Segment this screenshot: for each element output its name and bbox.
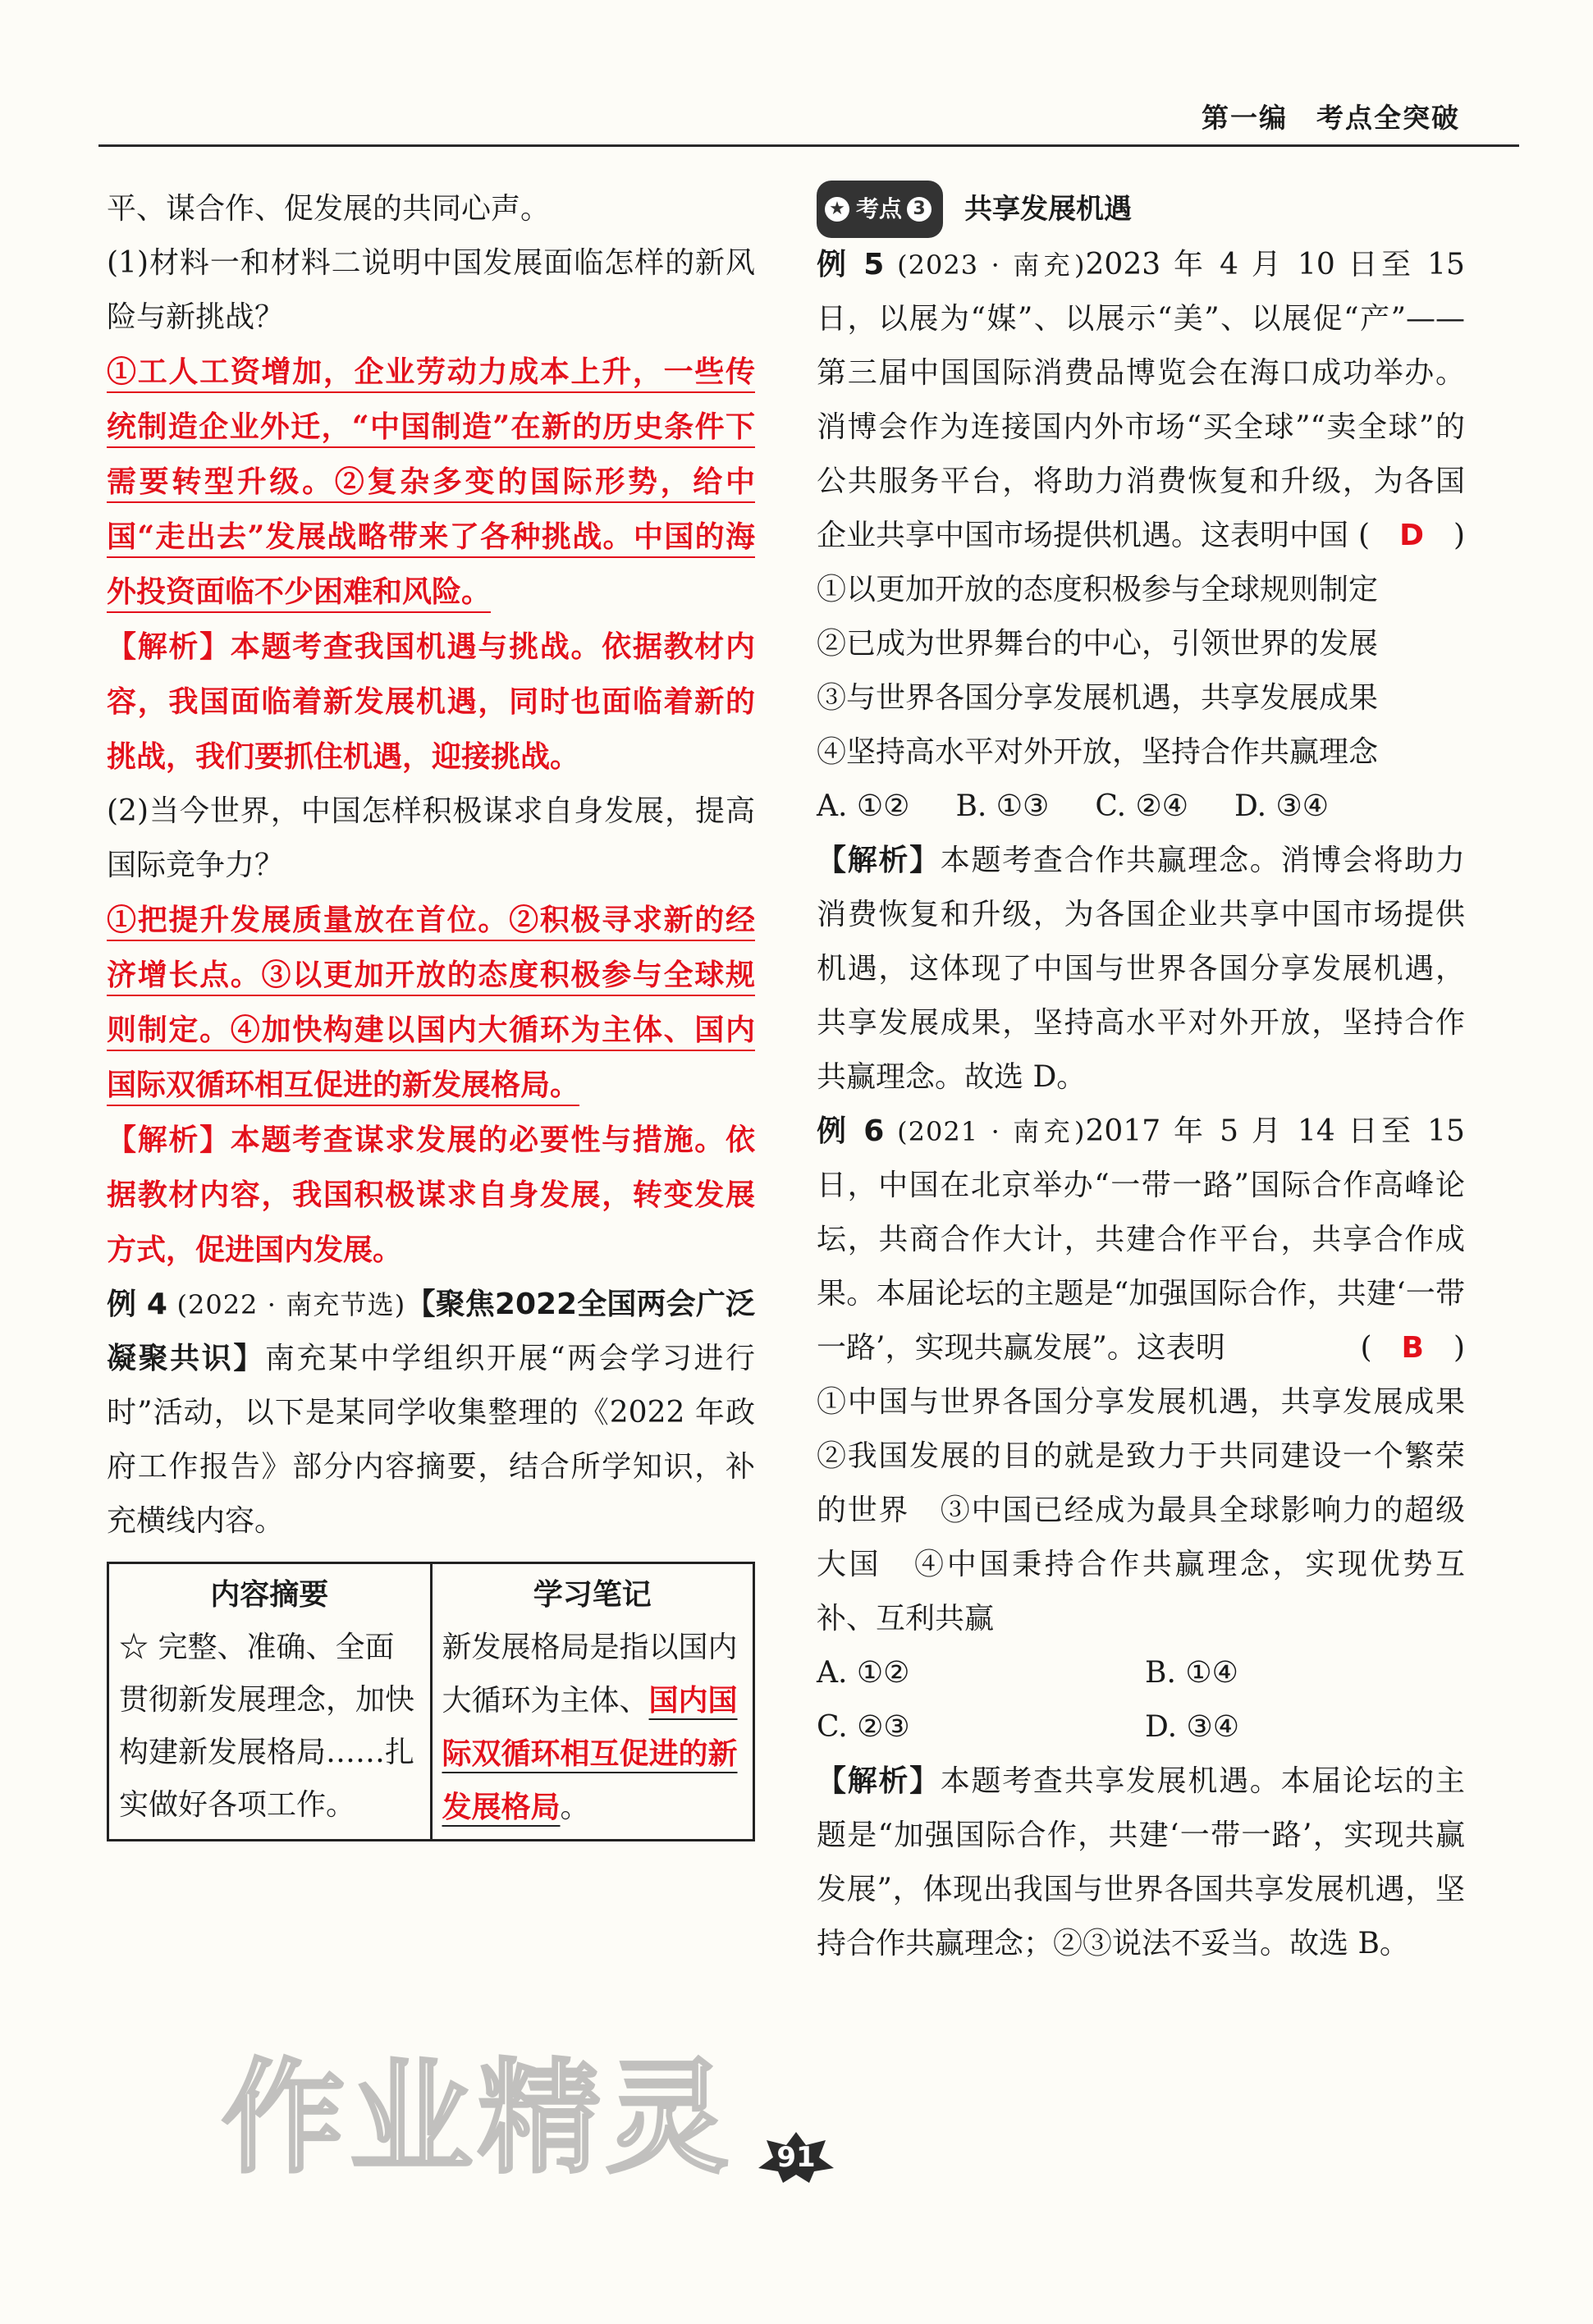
right-column [817, 182, 1495, 1971]
example-6-label: 例 6 [817, 1114, 885, 1148]
example-5-answer: D [1399, 519, 1424, 552]
example-5-item-3: ③与世界各国分享发展机遇，共享发展成果 [817, 681, 1379, 715]
page-number-text: 91 [776, 2141, 816, 2174]
example-4-label: 例 4 [107, 1288, 167, 1321]
example-5-item-1: ①以更加开放的态度积极参与全球规则制定 [817, 573, 1379, 606]
notes-cell [431, 1563, 754, 1841]
example-6-analysis-text: 本题考查共享发展机遇。本届论坛的主题是“加强国际合作，共建‘一带一路’，实现共赢发展”，体现出我国与世界各国共享发展机遇，坚持合作共赢理念；②③说法不妥当。故选 B。 [817, 1764, 1465, 1960]
option-d: D. ③④ [1145, 1710, 1240, 1744]
notes-pre: 新发展格局是指以国内大循环为主体、 [442, 1631, 738, 1718]
example-6 [817, 1105, 1465, 1375]
example-5-options [817, 780, 1465, 834]
notes-body [442, 1622, 744, 1834]
running-header: 第一编 考点全突破 [1202, 102, 1460, 134]
example-6-text: 2017 年 5 月 14 日至 15 日，中国在北京举办“一带一路”国际合作高峰论坛，共商合作大计，共建合作平台，共享合作成果。本届论坛的主题是“加强国际合作，共建‘一带一路’，实现共赢发展”。这表明 [817, 1114, 1465, 1365]
option-a: A. ①② [817, 1656, 910, 1690]
notes-fill: 国内国际双循环相互促进的新发展格局 [442, 1683, 738, 1824]
option-c: C. ②④ [1095, 789, 1189, 823]
left-column [107, 182, 755, 1841]
example-6-answer: B [1401, 1331, 1424, 1365]
example-5-analysis-text: 本题考查合作共赢理念。消博会将助力消费恢复和升级，为各国企业共享中国市场提供机遇，这体现了中国与世界各国分享发展机遇，共享发展成果，坚持高水平对外开放，坚持合作共赢理念。故选 D。 [817, 844, 1465, 1094]
header-rule [98, 144, 1519, 147]
analysis-label: 【解析】 [817, 1764, 941, 1798]
answer-paren: ( D ) [1358, 519, 1465, 552]
question-1: (1)材料一和材料二说明中国发展面临怎样的新风险与新挑战？ [107, 246, 755, 334]
analysis-1 [107, 620, 755, 785]
notes-post: 。 [560, 1791, 590, 1824]
page-number [755, 2130, 837, 2184]
analysis-label: 【解析】 [107, 629, 231, 664]
kp-number: 3 [907, 197, 932, 222]
example-4 [107, 1278, 755, 1549]
example-5-item-2: ②已成为世界舞台的中心，引领世界的发展 [817, 627, 1379, 661]
answer-paren: ( B ) [1360, 1331, 1465, 1365]
example-6-items: ①中国与世界各国分享发展机遇，共享发展成果 ②我国发展的目的就是致力于共同建设一个繁荣的世界 ③中国已经成为最具全球影响力的超级大国 ④中国秉持合作共赢理念，实现优势互补、互利共赢 [817, 1385, 1495, 1635]
example-4-text: 南充某中学组织开展“两会学习进行时”活动，以下是某同学收集整理的《2022 年政府工作报告》部分内容摘要，结合所学知识，补充横线内容。 [107, 1342, 755, 1538]
example-6-options [817, 1646, 1465, 1754]
option-b: B. ①④ [1145, 1656, 1238, 1690]
answer-1-text: ①工人工资增加，企业劳动力成本上升，一些传统制造企业外迁，“中国制造”在新的历史条件下需要转型升级。②复杂多变的国际形势，给中国“走出去”发展战略带来了各种挑战。中国的海外投资面临不少困难和风险。 [107, 355, 755, 609]
example-5 [817, 238, 1465, 563]
analysis-label: 【解析】 [107, 1123, 231, 1157]
notes-head: 学习笔记 [533, 1578, 652, 1612]
analysis-2 [107, 1113, 755, 1278]
example-6-source: (2021 · 南充) [897, 1116, 1086, 1147]
analysis-label: 【解析】 [817, 844, 941, 877]
intro-tail: 平、谋合作、促发展的共同心声。 [107, 192, 551, 226]
example-5-analysis [817, 834, 1465, 1105]
example-5-label: 例 5 [817, 248, 885, 281]
star-icon: ★ [825, 197, 849, 222]
kp-badge-label: 考点 [856, 195, 903, 222]
answer-2-text: ①把提升发展质量放在首位。②积极寻求新的经济增长点。③以更加开放的态度积极参与全球规则制定。④加快构建以国内大循环为主体、国内国际双循环相互促进的新发展格局。 [107, 903, 755, 1102]
analysis-1-text: 本题考查我国机遇与挑战。依据教材内容，我国面临着新发展机遇，同时也面临着新的挑战，我们要抓住机遇，迎接挑战。 [107, 629, 755, 774]
option-a: A. ①② [817, 789, 910, 823]
kp-title: 共享发展机遇 [964, 193, 1133, 226]
example-5-text: 2023 年 4 月 10 日至 15 日，以展为“媒”、以展示“美”、以展促“产”——第三届中国国际消费品博览会在海口成功举办。消博会作为连接国内外市场“买全球”“卖全球”的公共服务平台，将助力消费恢复和升级，为各国企业共享中国市场提供机遇。这表明中国 [817, 248, 1465, 552]
analysis-2-text: 本题考查谋求发展的必要性与措施。依据教材内容，我国积极谋求自身发展，转变发展方式，促进国内发展。 [107, 1123, 755, 1267]
kp-heading [817, 182, 1465, 236]
example-4-focus: 【聚焦2022全国两会广泛凝聚共识】 [107, 1288, 755, 1375]
notes-table [107, 1562, 755, 1841]
summary-cell [108, 1563, 432, 1841]
summary-head: 内容摘要 [210, 1578, 329, 1612]
example-6-analysis [817, 1754, 1465, 1971]
option-c: C. ②③ [817, 1710, 910, 1744]
question-2: (2)当今世界，中国怎样积极谋求自身发展，提高国际竞争力？ [107, 794, 755, 882]
example-5-item-4: ④坚持高水平对外开放，坚持合作共赢理念 [817, 735, 1379, 769]
kp-badge [817, 181, 943, 238]
option-d: D. ③④ [1234, 789, 1330, 823]
answer-1 [107, 345, 755, 620]
watermark: 作业精灵 [222, 2047, 735, 2190]
example-4-source: (2022 · 南充节选) [176, 1289, 406, 1320]
option-b: B. ①③ [955, 789, 1050, 823]
answer-2 [107, 893, 755, 1113]
example-5-source: (2023 · 南充) [897, 249, 1086, 281]
summary-body: ☆ 完整、准确、全面贯彻新发展理念，加快构建新发展格局……扎实做好各项工作。 [119, 1631, 415, 1822]
